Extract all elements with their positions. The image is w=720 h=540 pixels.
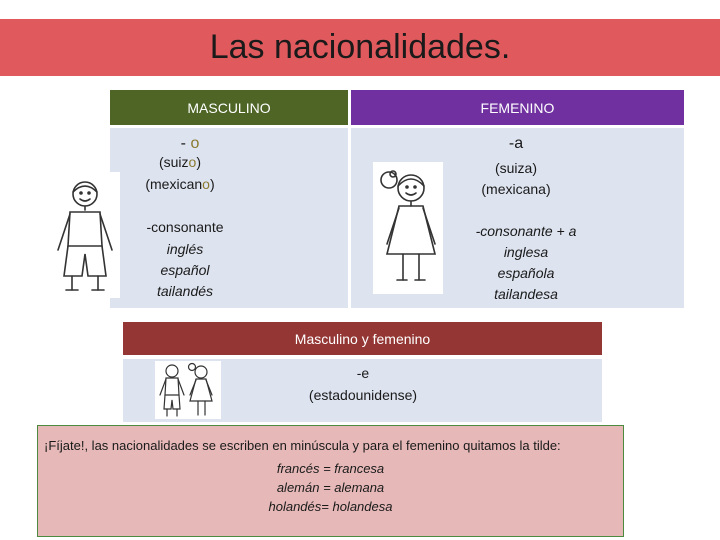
masculine-ending: - o xyxy=(180,135,200,152)
girl-drawing-icon xyxy=(373,162,443,294)
note-example: alemán = alemana xyxy=(276,480,385,495)
note-example: holandés= holandesa xyxy=(268,499,393,514)
note-text: ¡Fíjate!, las nacionalidades se escriben en minúscula y para el femenino quitamos la tilde: xyxy=(44,438,561,453)
masculine-example: (suizo) xyxy=(158,154,202,170)
feminine-consonant-example: inglesa xyxy=(503,244,549,260)
masculine-consonant-example: español xyxy=(160,262,210,278)
title-bar xyxy=(0,19,720,76)
boy-and-girl-drawing-icon xyxy=(155,361,221,419)
feminine-example: (suiza) xyxy=(494,160,537,176)
feminine-header: FEMENINO xyxy=(351,90,684,125)
note-example: francés = francesa xyxy=(276,461,385,476)
masculine-header: MASCULINO xyxy=(110,90,348,125)
masculine-consonant-rule: -consonante xyxy=(146,219,224,235)
masculine-example: (mexicano) xyxy=(145,176,215,192)
feminine-consonant-rule: -consonante + a xyxy=(475,223,577,239)
feminine-example: (mexicana) xyxy=(481,181,551,197)
mixed-example: (estadounidense) xyxy=(308,387,418,403)
masculine-consonant-example: tailandés xyxy=(156,283,214,299)
mixed-ending: -e xyxy=(356,365,370,381)
note-box xyxy=(37,425,624,537)
masculine-consonant-example: inglés xyxy=(166,241,204,257)
page-title: Las nacionalidades. xyxy=(209,28,511,66)
boy-drawing-icon xyxy=(50,172,120,298)
feminine-consonant-example: tailandesa xyxy=(494,286,558,302)
mixed-header: Masculino y femenino xyxy=(123,322,602,355)
feminine-consonant-example: española xyxy=(497,265,555,281)
feminine-ending: -a xyxy=(508,135,524,152)
masculine-cell xyxy=(110,128,348,308)
